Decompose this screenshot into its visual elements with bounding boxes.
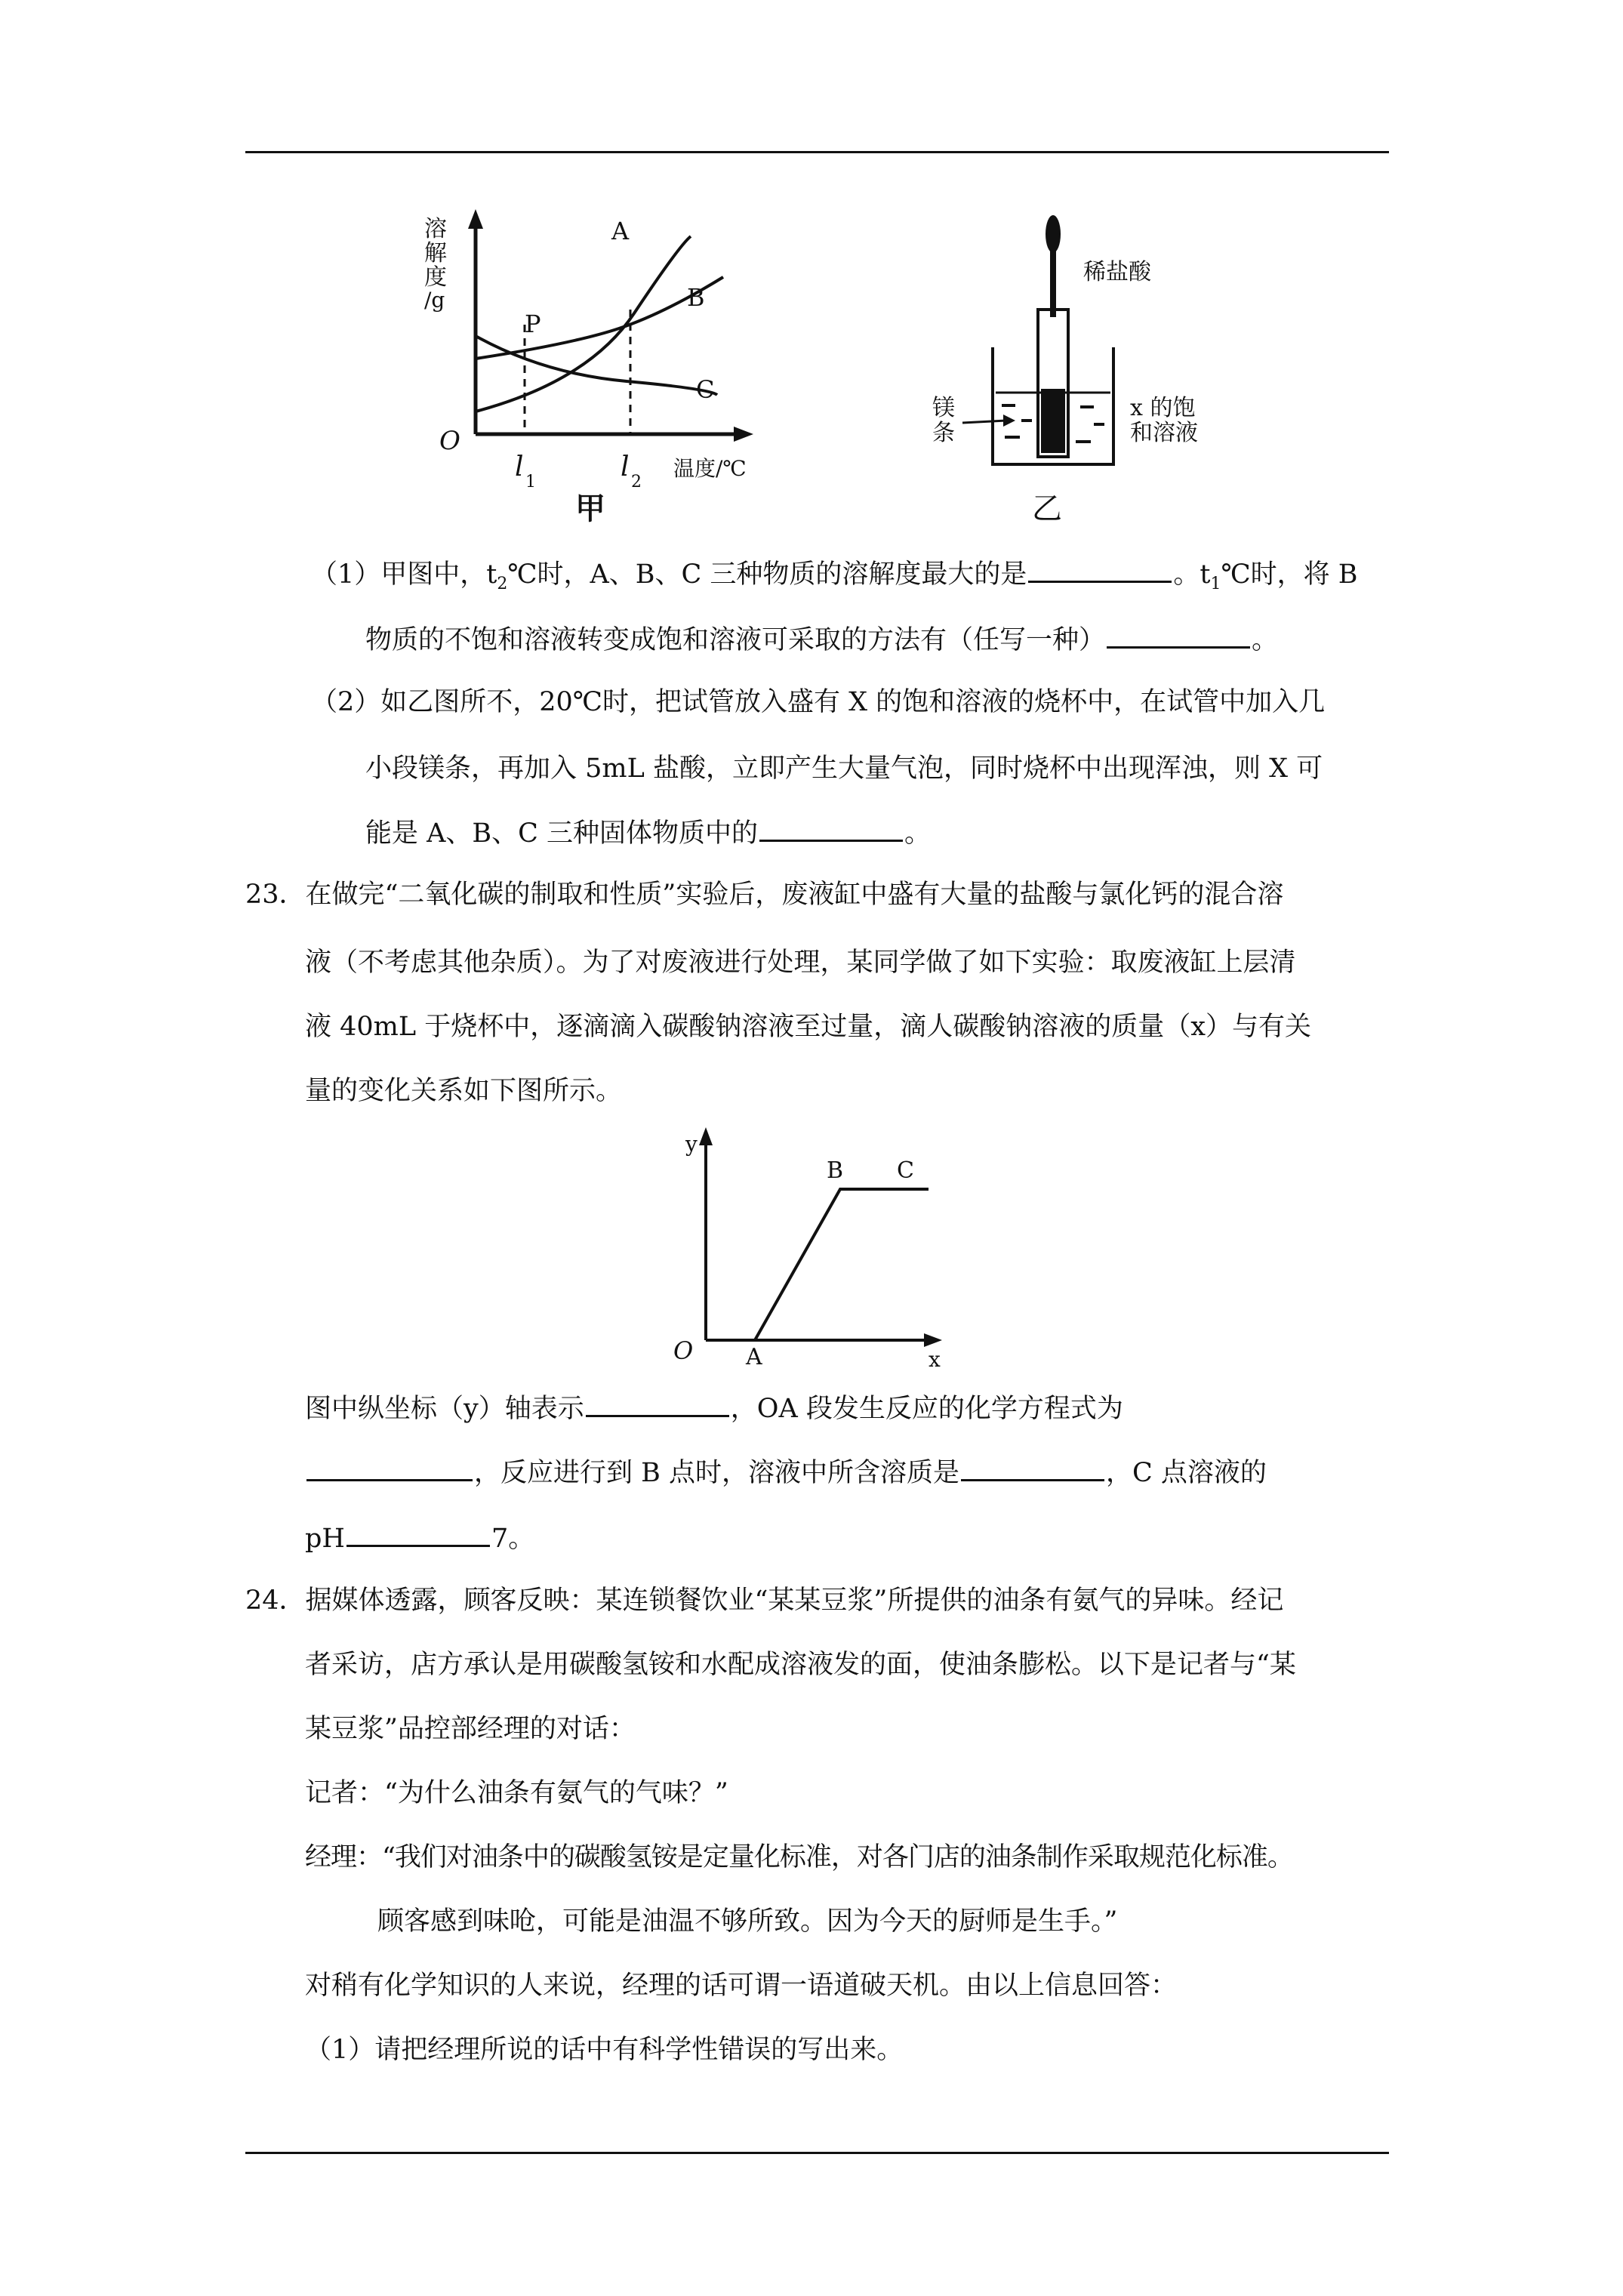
apparatus-diagram — [932, 200, 1249, 532]
answer-blank[interactable] — [586, 1389, 729, 1417]
dropper-stem — [1050, 249, 1056, 317]
answer-blank[interactable] — [961, 1453, 1104, 1481]
q23-line1: 23．在做完“二氧化碳的制取和性质”实验后，废液缸中盛有大量的盐酸与氯化钙的混合溶 — [245, 880, 1284, 910]
answer-blank[interactable] — [1028, 555, 1172, 583]
figure-caption-jia: 甲 — [575, 491, 605, 526]
origin-label: O — [673, 1336, 694, 1365]
x-axis-arrow — [924, 1333, 942, 1347]
x-axis-label: x — [929, 1347, 941, 1370]
y-axis-arrow — [468, 209, 483, 229]
q24-manager-line2: 顾客感到味呛，可能是油温不够所致。因为今天的厨师是生手。” — [377, 1906, 1118, 1937]
point-b-label: B — [827, 1157, 844, 1184]
t1-tick-label: l — [515, 451, 524, 482]
answer-blank[interactable] — [306, 1453, 473, 1481]
origin-label: O — [439, 426, 460, 456]
q24-part1: （1）请把经理所说的话中有科学性错误的写出来。 — [305, 2035, 904, 2065]
solubility-graph — [408, 200, 800, 532]
q23-line2: 液（不考虑其他杂质）。为了对废液进行处理，某同学做了如下实验：取废液缸上层清 — [305, 948, 1296, 978]
x-axis-label: 温度/℃ — [673, 456, 747, 481]
solution-label-1: x 的饱 — [1130, 395, 1196, 421]
magnesium-in-tube — [1041, 389, 1065, 453]
q23-line3: 液 40mL 于烧杯中，逐滴滴入碳酸钠溶液至过量，滴人碳酸钠溶液的质量（x）与有关 — [305, 1012, 1311, 1042]
figure-caption-yi: 乙 — [1032, 492, 1062, 526]
q24-manager-line1: 经理：“我们对油条中的碳酸氢铵是定量化标准，对各门店的油条制作采取规范化标准。 — [305, 1842, 1293, 1872]
q22-part1-line1: （1）甲图中，$t_2℃$时，A、B、C 三种物质的溶解度最大的是 。$t_1℃$时，将 B — [311, 555, 1357, 593]
q22-part2-line2: 小段镁条，再加入 5mL 盐酸，立即产生大量气泡，同时烧杯中出现浑浊，则 X 可 — [365, 754, 1323, 784]
point-p-label: P — [525, 310, 541, 338]
x-axis-arrow — [734, 427, 753, 442]
curve-a-label: A — [611, 217, 630, 245]
point-c-label: C — [897, 1157, 914, 1184]
q24-line1: 24．据媒体透露，顾客反映：某连锁餐饮业“某某豆浆”所提供的油条有氨气的异味。经记 — [245, 1586, 1284, 1616]
point-a-label: A — [746, 1344, 762, 1370]
y-axis-label: y — [685, 1132, 698, 1157]
t2-tick-sub: 2 — [631, 473, 642, 492]
mg-pointer — [962, 421, 1006, 423]
q23-line4: 量的变化关系如下图所示。 — [305, 1076, 623, 1106]
solution-label-2: 和溶液 — [1130, 420, 1198, 446]
y-axis-label-2: 解 — [424, 240, 447, 267]
t1-tick-sub: 1 — [525, 473, 536, 492]
answer-blank[interactable] — [1107, 621, 1250, 649]
answer-blank[interactable] — [759, 814, 903, 842]
q22-part2-line1: （2）如乙图所不，20℃时，把试管放入盛有 X 的饱和溶液的烧杯中，在试管中加入几 — [311, 687, 1326, 717]
mg-pointer-arrow — [1003, 415, 1015, 427]
answer-blank[interactable] — [346, 1519, 490, 1547]
curve-c-label: C — [696, 375, 715, 404]
q24-line2: 者采访，店方承认是用碳酸氢铵和水配成溶液发的面，使油条膨松。以下是记者与“某 — [305, 1650, 1296, 1680]
reaction-graph — [627, 1121, 959, 1370]
q22-part1-line2: 物质的不饱和溶液转变成饱和溶液可采取的方法有（任写一种） 。 — [365, 621, 1278, 659]
y-axis-label-4: /g — [424, 288, 445, 313]
q23-question-line2: ，反应进行到 B 点时，溶液中所含溶质是 ，C 点溶液的 — [305, 1453, 1267, 1492]
q23-question-line3: pH 7。 — [305, 1519, 534, 1558]
dropper-bulb — [1046, 215, 1061, 253]
y-axis-label-1: 溶 — [424, 216, 447, 242]
curve-b — [476, 277, 723, 359]
curve-b-label: B — [687, 283, 705, 312]
mg-label-1: 镁 — [932, 395, 955, 421]
y-axis-arrow — [699, 1127, 713, 1145]
curve-c — [476, 336, 717, 395]
graph-line — [755, 1189, 929, 1340]
q23-question-line1: 图中纵坐标（y）轴表示 ，OA 段发生反应的化学方程式为 — [305, 1389, 1123, 1428]
acid-label: 稀盐酸 — [1083, 259, 1151, 285]
q24-line3: 某豆浆”品控部经理的对话： — [305, 1714, 636, 1744]
mg-label-2: 条 — [932, 420, 955, 446]
t2-tick-label: l — [621, 451, 630, 482]
header-rule — [245, 151, 1389, 153]
q24-reporter-line: 记者：“为什么油条有氨气的气味？” — [305, 1778, 728, 1808]
footer-rule — [245, 2152, 1389, 2154]
q22-part2-line3: 能是 A、B、C 三种固体物质中的 。 — [365, 814, 931, 852]
q24-line4: 对稍有化学知识的人来说，经理的话可谓一语道破天机。由以上信息回答： — [305, 1971, 1178, 2001]
y-axis-label-3: 度 — [424, 264, 447, 291]
